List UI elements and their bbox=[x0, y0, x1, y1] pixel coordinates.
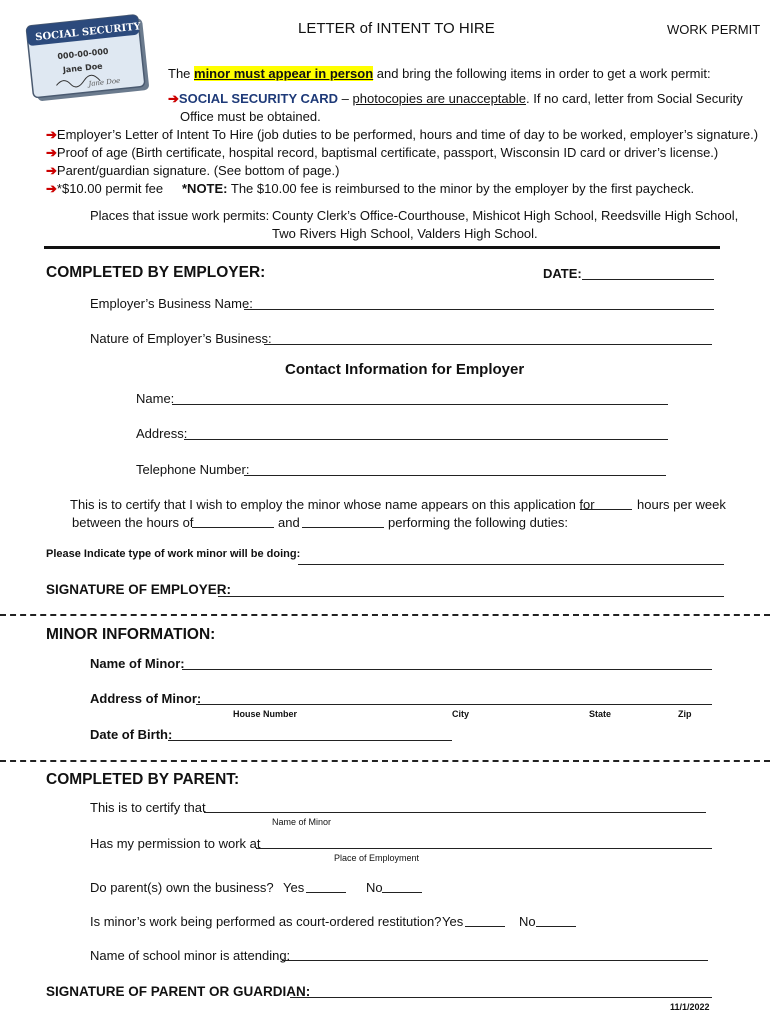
contact-heading: Contact Information for Employer bbox=[285, 361, 525, 378]
parent-minor-name-field[interactable] bbox=[204, 812, 706, 813]
employer-signature-label: SIGNATURE OF EMPLOYER: bbox=[46, 582, 232, 597]
city-caption: City bbox=[452, 709, 470, 719]
certify-text-1: This is to certify that I wish to employ the minor whose name appears on this application for bbox=[70, 497, 595, 512]
minor-name-label: Name of Minor: bbox=[90, 656, 185, 671]
item-employer-letter: ➔Employer’s Letter of Intent To Hire (job duties to be performed, hours and time of day to be worked, employer’s signature.) bbox=[46, 127, 759, 142]
contact-phone-label: Telephone Number: bbox=[136, 462, 250, 477]
business-name-field[interactable] bbox=[244, 309, 714, 310]
page-title: LETTER of INTENT TO HIRE bbox=[298, 20, 495, 37]
hours-end-field[interactable] bbox=[302, 527, 384, 528]
state-caption: State bbox=[589, 709, 612, 719]
revision-date: 11/1/2022 bbox=[670, 1002, 710, 1012]
contact-name-label: Name: bbox=[136, 391, 175, 406]
contact-address-field[interactable] bbox=[184, 439, 668, 440]
work-type-label: Please Indicate type of work minor will be doing: bbox=[46, 548, 301, 560]
arrow-icon: ➔ bbox=[168, 91, 179, 106]
business-name-label: Employer’s Business Name: bbox=[90, 296, 253, 311]
employer-signature-field[interactable] bbox=[218, 596, 724, 597]
places-label: Places that issue work permits: bbox=[90, 208, 270, 223]
work-permit-label: WORK PERMIT bbox=[667, 22, 761, 37]
certify-text-2: between the hours of bbox=[72, 515, 194, 530]
contact-address-label: Address: bbox=[136, 426, 188, 441]
section-divider bbox=[44, 246, 720, 249]
item-proof-of-age: ➔Proof of age (Birth certificate, hospital record, baptismal certificate, passport, Wisconsin ID card or driver’s license.) bbox=[46, 145, 719, 160]
card-signature: Jane Doe bbox=[88, 76, 121, 89]
own-business-no-field[interactable] bbox=[382, 892, 422, 893]
item-social-security-line2: Office must be obtained. bbox=[180, 109, 321, 124]
contact-name-field[interactable] bbox=[172, 404, 668, 405]
school-field[interactable] bbox=[282, 960, 708, 961]
own-business-question: Do parent(s) own the business? bbox=[90, 880, 274, 895]
and-label: and bbox=[278, 515, 300, 530]
nature-business-field[interactable] bbox=[264, 344, 712, 345]
fee-note: *NOTE: The $10.00 fee is reimbursed to the minor by the employer by the first paycheck. bbox=[182, 181, 695, 196]
work-type-field[interactable] bbox=[298, 564, 724, 565]
dashed-divider bbox=[0, 760, 770, 762]
dob-field[interactable] bbox=[168, 740, 452, 741]
places-line1: County Clerk’s Office-Courthouse, Mishicot High School, Reedsville High School, bbox=[272, 208, 739, 223]
place-of-employment-caption: Place of Employment bbox=[334, 853, 420, 863]
restitution-no-label: No bbox=[519, 914, 536, 929]
card-number: 000-00-000 bbox=[57, 46, 109, 62]
dashed-divider bbox=[0, 614, 770, 616]
card-name: Jane Doe bbox=[62, 61, 104, 75]
parent-heading: COMPLETED BY PARENT: bbox=[46, 771, 240, 788]
item-social-security: ➔SOCIAL SECURITY CARD – photocopies are unacceptable. If no card, letter from Social Security bbox=[168, 91, 743, 106]
arrow-icon: ➔ bbox=[46, 127, 57, 142]
places-line2: Two Rivers High School, Valders High School. bbox=[272, 226, 538, 241]
house-number-caption: House Number bbox=[233, 709, 298, 719]
arrow-icon: ➔ bbox=[46, 181, 57, 196]
minor-name-field[interactable] bbox=[182, 669, 712, 670]
employer-heading: COMPLETED BY EMPLOYER: bbox=[46, 264, 266, 281]
parent-signature-label: SIGNATURE OF PARENT OR GUARDIAN: bbox=[46, 984, 311, 999]
name-of-minor-caption: Name of Minor bbox=[272, 817, 332, 827]
own-business-no-label: No bbox=[366, 880, 383, 895]
item-parent-signature: ➔Parent/guardian signature. (See bottom of page.) bbox=[46, 163, 340, 178]
place-of-employment-field[interactable] bbox=[256, 848, 712, 849]
own-business-yes-field[interactable] bbox=[306, 892, 346, 893]
parent-certify-label: This is to certify that bbox=[90, 800, 206, 815]
school-label: Name of school minor is attending: bbox=[90, 948, 291, 963]
arrow-icon: ➔ bbox=[46, 145, 57, 160]
parent-signature-field[interactable] bbox=[290, 997, 712, 998]
social-security-card-image bbox=[24, 14, 152, 106]
restitution-question: Is minor’s work being performed as court-ordered restitution? bbox=[90, 914, 442, 929]
restitution-yes-label: Yes bbox=[442, 914, 464, 929]
own-business-yes-label: Yes bbox=[283, 880, 305, 895]
card-title: SOCIAL SECURITY bbox=[34, 21, 142, 44]
hours-start-field[interactable] bbox=[192, 527, 274, 528]
zip-caption: Zip bbox=[678, 709, 692, 719]
nature-business-label: Nature of Employer’s Business: bbox=[90, 331, 272, 346]
restitution-yes-field[interactable] bbox=[465, 926, 505, 927]
restitution-no-field[interactable] bbox=[536, 926, 576, 927]
hours-per-week-field[interactable] bbox=[580, 509, 632, 510]
intro-text: The minor must appear in person and bring the following items in order to get a work permit: bbox=[168, 66, 711, 81]
duties-label: performing the following duties: bbox=[388, 515, 568, 530]
date-field[interactable] bbox=[582, 279, 714, 280]
item-permit-fee: ➔*$10.00 permit fee bbox=[46, 181, 164, 196]
dob-label: Date of Birth: bbox=[90, 727, 173, 742]
minor-heading: MINOR INFORMATION: bbox=[46, 626, 216, 643]
minor-address-field[interactable] bbox=[196, 704, 712, 705]
permission-label: Has my permission to work at bbox=[90, 836, 261, 851]
contact-phone-field[interactable] bbox=[244, 475, 666, 476]
arrow-icon: ➔ bbox=[46, 163, 57, 178]
date-label: DATE: bbox=[543, 266, 582, 281]
minor-address-label: Address of Minor: bbox=[90, 691, 202, 706]
hours-per-week-label: hours per week bbox=[637, 497, 726, 512]
